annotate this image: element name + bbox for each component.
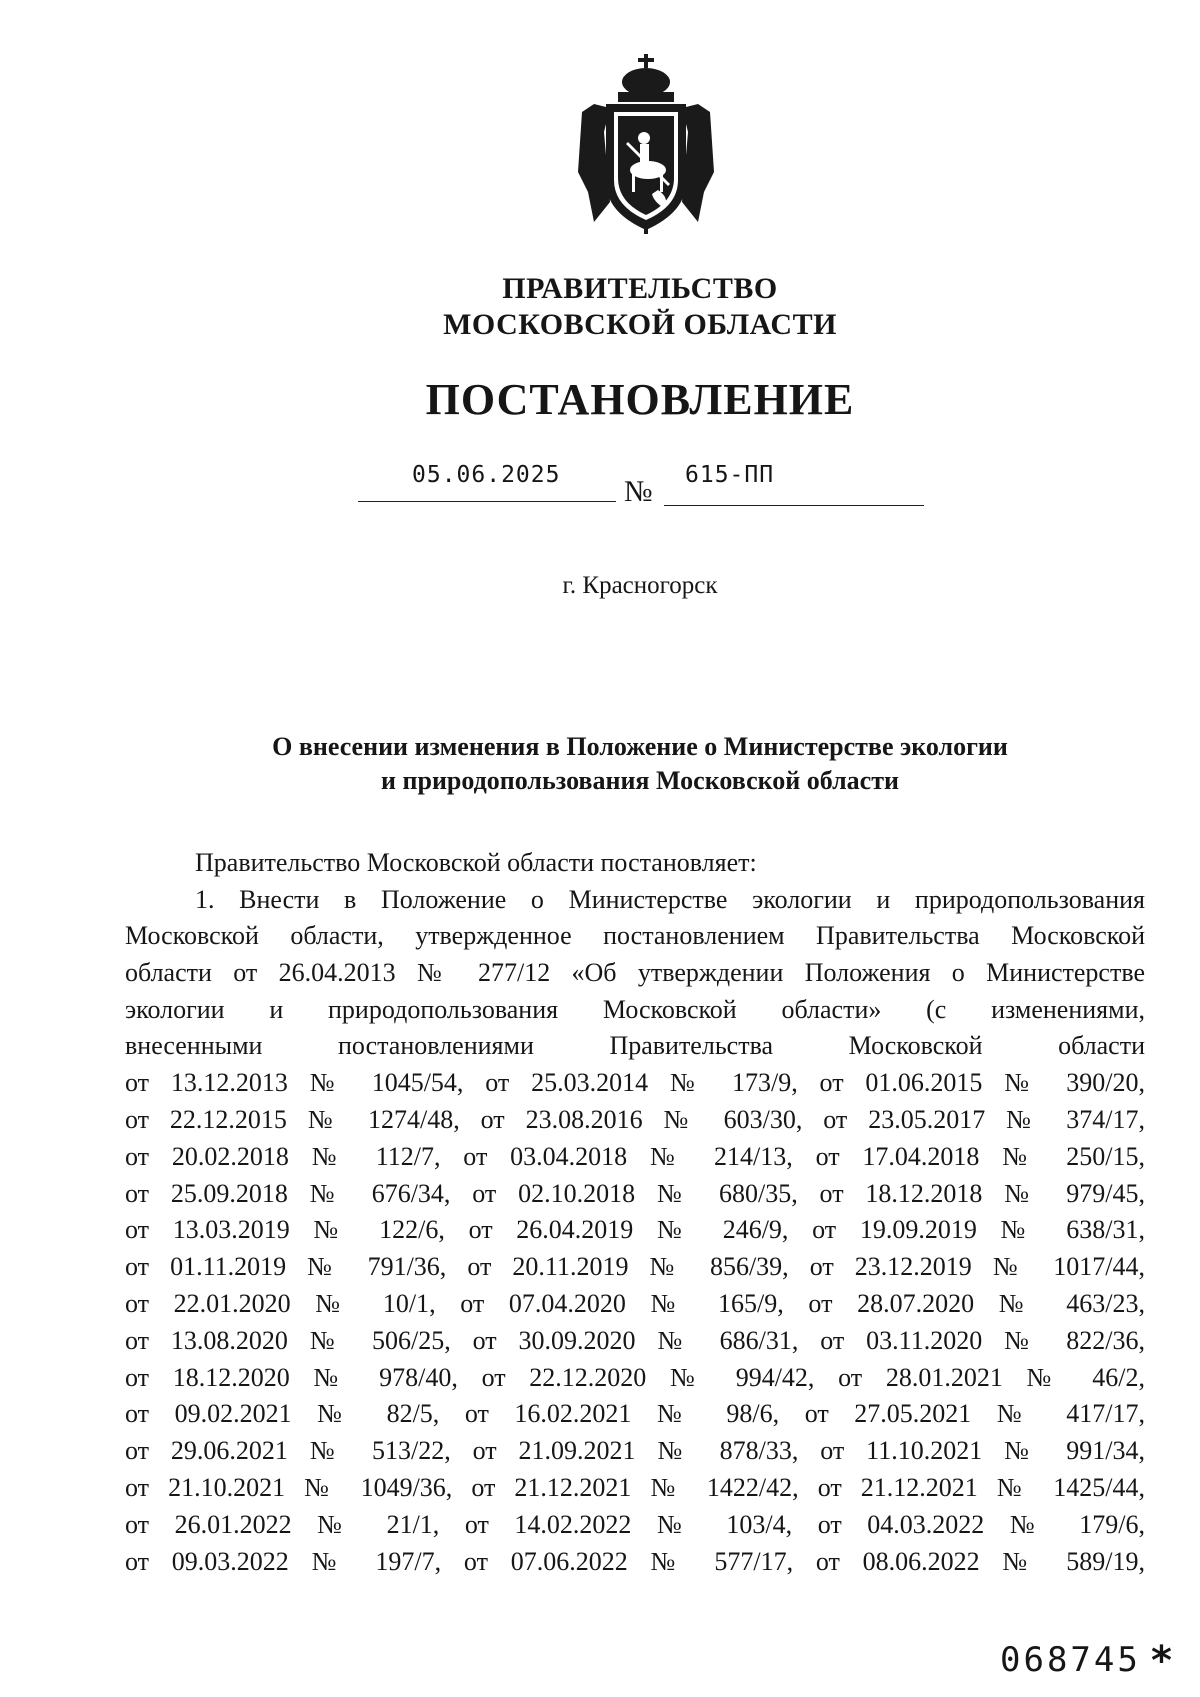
document-type: ПОСТАНОВЛЕНИЕ [425, 375, 855, 424]
body-line: от 22.12.2015 № 1274/48, от 23.08.2016 № 603/30, от 23.05.2017 № 374/17, [125, 1105, 1145, 1134]
body-line: от 20.02.2018 № 112/7, от 03.04.2018 № 214/13, от 17.04.2018 № 250/15, [125, 1141, 1145, 1171]
number-sign: № [624, 475, 653, 508]
date-underline [358, 501, 616, 502]
body-line: от 29.06.2021 № 513/22, от 21.09.2021 № 878/33, от 11.10.2021 № 991/34, [125, 1436, 1145, 1466]
document-number: 615-ПП [685, 462, 775, 488]
document-date: 05.06.2025 [412, 462, 561, 488]
body-line: от 26.01.2022 № 21/1, от 14.02.2022 № 103/4, от 04.03.2022 № 179/6, [125, 1509, 1145, 1539]
intro-paragraph: Правительство Московской области постановляет: [195, 848, 757, 877]
body-line: экологии и природопользования Московской области» (с изменениями, [125, 994, 1145, 1024]
moscow-oblast-coat-of-arms-icon [574, 52, 718, 238]
document-title-line1: О внесении изменения в Положение о Министерстве экологии [272, 732, 1008, 761]
body-line: от 22.01.2020 № 10/1, от 07.04.2020 № 165/9, от 28.07.2020 № 463/23, [125, 1289, 1145, 1318]
body-line: от 25.09.2018 № 676/34, от 02.10.2018 № 680/35, от 18.12.2018 № 979/45, [125, 1178, 1145, 1208]
body-line: от 13.08.2020 № 506/25, от 30.09.2020 № 686/31, от 03.11.2020 № 822/36, [125, 1325, 1145, 1355]
body-line: от 01.11.2019 № 791/36, от 20.11.2019 № 856/39, от 23.12.2019 № 1017/44, [125, 1252, 1145, 1282]
body-line: от 13.12.2013 № 1045/54, от 25.03.2014 № 173/9, от 01.06.2015 № 390/20, [125, 1068, 1145, 1098]
body-line: от 18.12.2020 № 978/40, от 22.12.2020 № 994/42, от 28.01.2021 № 46/2, [125, 1362, 1145, 1392]
body-line: внесенными постановлениями Правительства Московской области [125, 1031, 1145, 1061]
body-line: от 09.03.2022 № 197/7, от 07.06.2022 № 577/17, от 08.06.2022 № 589/19, [125, 1546, 1145, 1576]
paragraph-1-first-line: 1. Внести в Положение о Министерстве экологии и природопользования [195, 885, 1145, 914]
organization-name-line1: ПРАВИТЕЛЬСТВО [502, 272, 778, 305]
body-line: от 13.03.2019 № 122/6, от 26.04.2019 № 246/9, от 19.09.2019 № 638/31, [125, 1215, 1145, 1245]
body-line: области от 26.04.2013 № 277/12 «Об утверждении Положения о Министерстве [125, 957, 1145, 987]
form-serial-number: 068745 [1000, 1640, 1141, 1680]
body-line: Московской области, утвержденное постановлением Правительства Московской [125, 921, 1145, 950]
body-line: от 09.02.2021 № 82/5, от 16.02.2021 № 98/6, от 27.05.2021 № 417/17, [125, 1399, 1145, 1429]
document-city: г. Красногорск [562, 572, 718, 599]
organization-name-line2: МОСКОВСКОЙ ОБЛАСТИ [443, 308, 837, 341]
serial-mark: * [1151, 1638, 1172, 1684]
number-underline [664, 505, 924, 506]
body-line: от 21.10.2021 № 1049/36, от 21.12.2021 № 1422/42, от 21.12.2021 № 1425/44, [125, 1473, 1145, 1502]
document-title-line2: и природопользования Московской области [381, 766, 899, 795]
